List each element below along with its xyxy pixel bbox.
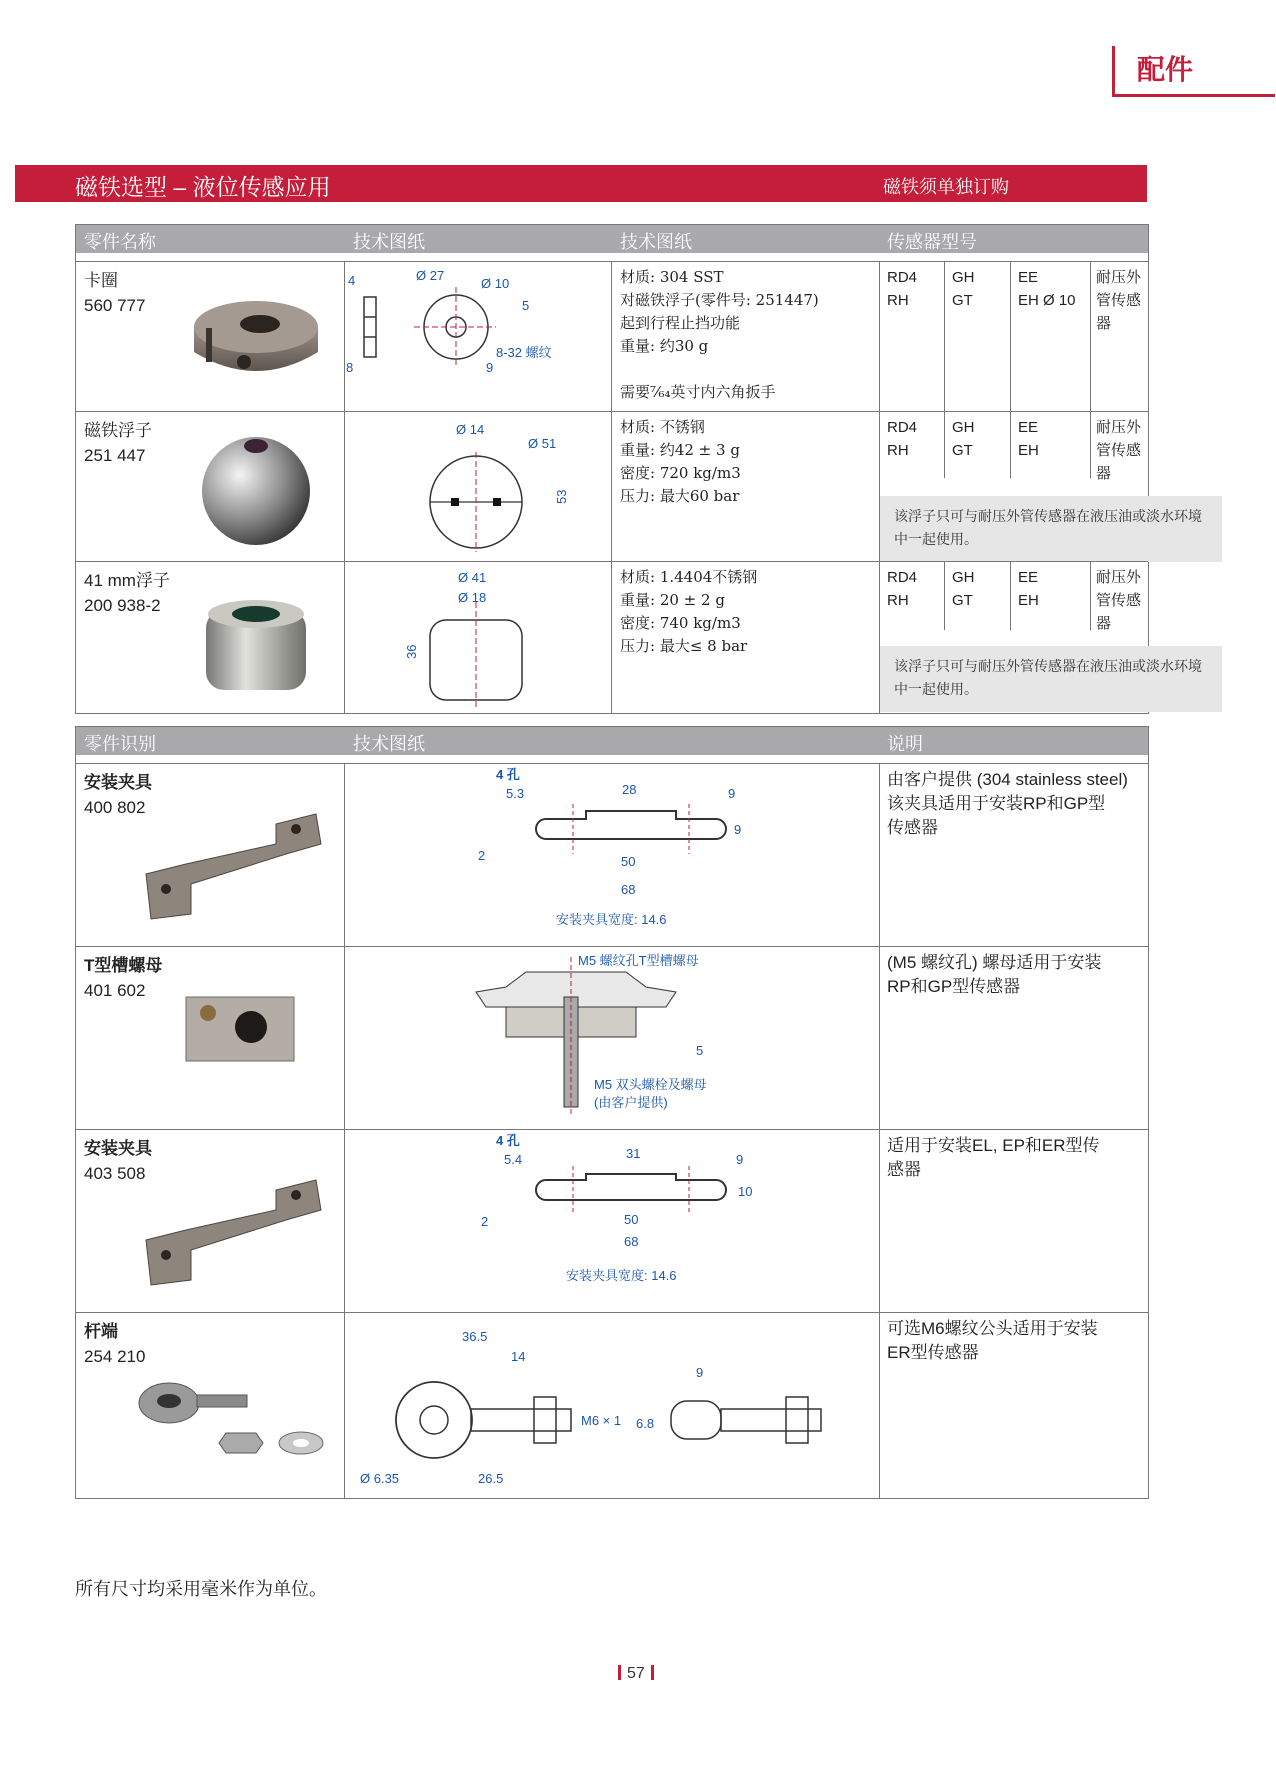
part-description: 可选M6螺纹公头适用于安装 ER型传感器: [887, 1319, 1098, 1362]
dim-label: (由客户提供): [594, 1095, 668, 1110]
units-note: 所有尺寸均采用毫米作为单位。: [75, 1579, 327, 1600]
dim-label: 36: [404, 644, 419, 659]
clamp-drawing: [346, 1130, 876, 1313]
col-sensor: 传感器型号: [887, 232, 977, 252]
col-drawing-2: 技术图纸: [620, 232, 692, 252]
rod-end-drawing: [346, 1313, 876, 1499]
title-banner: [15, 165, 1147, 202]
part-name: 安装夹具 403 508: [84, 1139, 152, 1183]
clamp-photo: [136, 1170, 336, 1290]
magnet-float-drawing: [346, 412, 610, 562]
dim-label: 6.8: [636, 1416, 655, 1431]
table-row: [76, 411, 1202, 562]
dim-label: Ø 51: [528, 436, 557, 451]
dim-label: 安装夹具宽度: 14.6: [566, 1268, 677, 1283]
sensor-cell: RD4 RH: [887, 419, 918, 459]
table-row: [76, 946, 1148, 1130]
part-specs: 材质: 不锈钢 重量: 约42 ± 3 g 密度: 720 kg/m3 压力: 最大60 bar: [620, 418, 741, 505]
part-name: T型槽螺母 401 602: [84, 956, 163, 1000]
dim-label: 28: [622, 782, 637, 797]
part-name: 磁铁浮子 251 447: [84, 421, 152, 465]
dim-label: 9: [736, 1152, 744, 1167]
dim-label: M5 双头螺栓及螺母: [594, 1077, 707, 1092]
dim-label: 4: [348, 273, 356, 288]
dim-label: 14: [511, 1349, 526, 1364]
dim-label: 8-32 螺纹: [496, 345, 552, 360]
part-name: 41 mm浮子 200 938-2: [84, 571, 170, 615]
banner-title: 磁铁选型 – 液位传感应用: [75, 174, 331, 200]
dim-label: Ø 14: [456, 422, 485, 437]
page-number: 57: [612, 1665, 660, 1683]
sensor-cell: GH GT: [952, 269, 975, 309]
dim-label: 安装夹具宽度: 14.6: [556, 912, 667, 927]
collar-photo: [186, 282, 326, 392]
clamp-photo: [136, 804, 336, 924]
dim-label: Ø 41: [458, 570, 487, 585]
col-part-name: 零件名称: [84, 232, 156, 252]
sensor-cell: 耐压外 管传感 器: [1096, 569, 1142, 632]
dim-label: 5: [696, 1043, 704, 1058]
sensor-cell: GH GT: [952, 569, 975, 609]
dim-label: 68: [624, 1234, 639, 1249]
col-drawing-1: 技术图纸: [353, 232, 425, 252]
float-41mm-drawing: [346, 562, 610, 714]
dim-label: Ø 6.35: [360, 1471, 400, 1486]
section-tab-label: 配件: [1137, 54, 1194, 85]
float-41mm-photo: [196, 592, 316, 702]
part-name: 安装夹具 400 802: [84, 773, 152, 817]
table1-header: [76, 225, 1148, 253]
dim-label: M6 × 1: [581, 1413, 622, 1428]
usage-note: 该浮子只可与耐压外管传感器在液压油或淡水环境中一起使用。: [880, 496, 1222, 562]
part-description: (M5 螺纹孔) 螺母适用于安装 RP和GP型传感器: [887, 953, 1102, 996]
part-specs: 材质: 1.4404不锈钢 重量: 20 ± 2 g 密度: 740 kg/m3 压力: 最大≤ 8 bar: [620, 568, 758, 655]
magnet-table: [75, 224, 1202, 714]
dim-label: 5.3: [506, 786, 525, 801]
sensor-cell: EE EH Ø 10: [1018, 269, 1076, 309]
dim-label: 68: [621, 882, 636, 897]
sensor-cell: RD4 RH: [887, 269, 918, 309]
dim-label: 8: [346, 360, 354, 375]
part-description: 适用于安装EL, EP和ER型传 感器: [887, 1136, 1100, 1179]
part-specs: 材质: 304 SST 对磁铁浮子(零件号: 251447) 起到行程止挡功能 重量: 约30 g 需要⁷⁄₆₄英寸内六角扳手: [620, 268, 819, 401]
usage-note: 该浮子只可与耐压外管传感器在液压油或淡水环境中一起使用。: [880, 646, 1222, 712]
dim-label: 36.5: [462, 1329, 488, 1344]
dim-label: 9: [696, 1365, 704, 1380]
dim-label: 4 孔: [496, 1133, 520, 1148]
t-nut-photo: [181, 987, 301, 1067]
dim-label: 2: [481, 1214, 489, 1229]
collar-drawing: [346, 262, 610, 412]
dim-label: 26.5: [478, 1471, 504, 1486]
dim-label: 9: [734, 822, 742, 837]
table2-header: [76, 727, 1148, 755]
col-drawing: 技术图纸: [353, 734, 425, 754]
sensor-cell: GH GT: [952, 419, 975, 459]
dim-label: Ø 27: [416, 268, 445, 283]
dim-label: 31: [626, 1146, 641, 1161]
part-description: 由客户提供 (304 stainless steel) 该夹具适用于安装RP和GP型 传感器: [887, 770, 1128, 837]
dim-label: Ø 10: [481, 276, 510, 291]
dim-label: 2: [478, 848, 486, 863]
part-name: 杆端 254 210: [84, 1322, 146, 1366]
col-part-id: 零件识别: [84, 734, 156, 754]
magnet-float-photo: [186, 426, 326, 556]
table-row: [76, 1129, 1148, 1313]
sensor-cell: 耐压外 管传感 器: [1096, 269, 1142, 332]
dim-label: M5 螺纹孔T型槽螺母: [578, 953, 699, 968]
table-row: [76, 561, 1202, 714]
dim-label: 50: [624, 1212, 639, 1227]
dim-label: 9: [728, 786, 736, 801]
dim-label: Ø 18: [458, 590, 487, 605]
clamp-drawing: [346, 764, 876, 947]
banner-note: 磁铁须单独订购: [883, 177, 1009, 197]
dim-label: 4 孔: [496, 767, 520, 782]
sensor-cell: RD4 RH: [887, 569, 918, 609]
table-row: [76, 763, 1148, 947]
table-row: [76, 1312, 1148, 1499]
dim-label: 5: [522, 298, 530, 313]
dim-label: 50: [621, 854, 636, 869]
t-nut-drawing: [346, 947, 876, 1130]
sensor-cell: 耐压外 管传感 器: [1096, 419, 1142, 482]
part-name: 卡圈 560 777: [84, 271, 146, 315]
dim-label: 10: [738, 1184, 753, 1199]
dim-label: 53: [554, 489, 569, 504]
table-row: [76, 261, 1148, 412]
accessory-table: [75, 726, 1149, 1499]
rod-end-photo: [131, 1363, 341, 1463]
section-tab: [1112, 46, 1275, 97]
sensor-cell: EE EH: [1018, 569, 1039, 609]
col-description: 说明: [887, 734, 923, 754]
sensor-cell: EE EH: [1018, 419, 1039, 459]
dim-label: 5.4: [504, 1152, 523, 1167]
dim-label: 9: [486, 360, 494, 375]
